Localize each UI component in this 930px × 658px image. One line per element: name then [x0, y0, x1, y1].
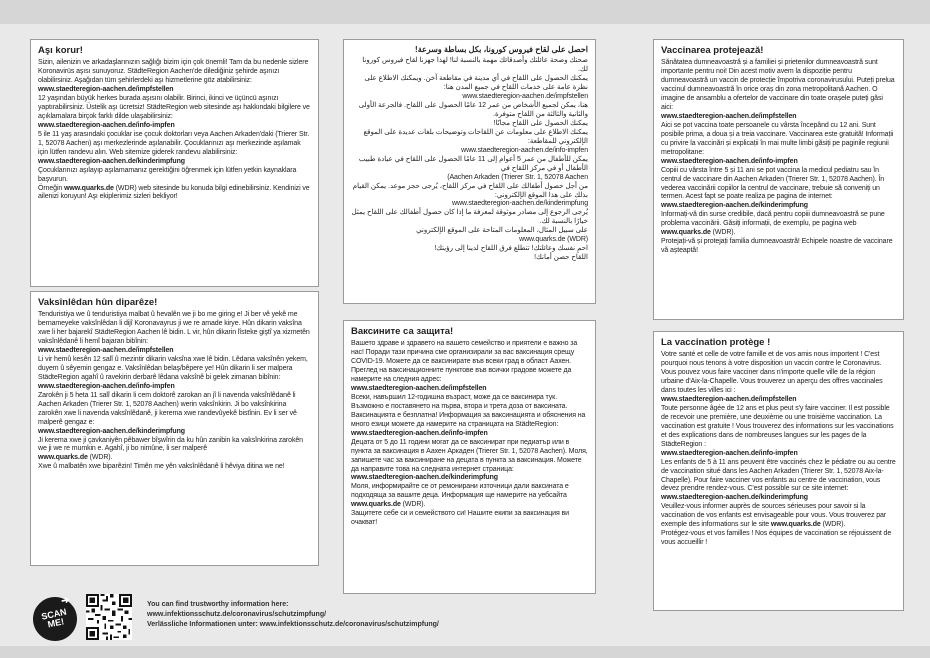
- turkish-url-kinder[interactable]: www.staedteregion-aachen.de/kinderimpfung: [38, 157, 185, 165]
- romanian-intro: Sănătatea dumneavoastră și a familiei și prietenilor dumneavoastră sunt importante pentru noi! Din acest motiv avem la dispoziție pentru dumneavoastră un vaccin de protecție împotriva coronavirusului. Puteți prelua vaccinul dumneavoastră în orice oraș din zona metropolitană Aachen. O imagine de ansamblu a ofertelor de vaccinare din toate orașele puteți găsi aici:: [661, 59, 895, 111]
- french-text-3: Les enfants de 5 à 11 ans peuvent être vaccinés chez le pédiatre ou au centre de vaccination situé dans les Aachen Arkaden (Trierer Str. 1, 52078 Aix-la-Chapelle). Pour faire vacciner vos enfants au centre de vaccination, vous devez prendre rendez-vous. C'est possible sur ce site internet:: [661, 458, 896, 493]
- kurdish-url-kinder[interactable]: www.staedteregion-aachen.de/kinderimpfung: [38, 427, 185, 435]
- turkish-url-impfstellen[interactable]: www.staedteregion-aachen.de/impfstellen: [38, 86, 174, 94]
- kurdish-text-5: Xwe û malbatên xwe biparêzin! Timên me yên vaksînlêdanê li hêviya ditina we ne!: [38, 463, 285, 471]
- french-url-kinder[interactable]: www.staedteregion-aachen.de/kinderimpfung: [661, 494, 808, 502]
- turkish-text-5-pre: Örneğin: [38, 184, 65, 192]
- french-url-info[interactable]: www.staedteregion-aachen.de/info-impfen: [661, 449, 798, 457]
- french-url-quarks[interactable]: www.quarks.de: [770, 521, 821, 529]
- bulgarian-url-kinder[interactable]: www.staedteregion-aachen.de/kinderimpfung: [351, 474, 498, 482]
- romanian-text-4-body: Informați-vă din surse credibile, dacă pentru copiii dumneavoastră se pune problema vaccinării. Găsiți informații, de exemplu, pe pagina web: [661, 211, 885, 228]
- kurdish-text-3: Zarokên ji 5 heta 11 salî dikarin li cem doktorê zarokan an jî li navenda vaksînlêdanê li Aachen Arkaden (Trierer Str. 1, 52078 Aachen) werin vaksînkirin. Ji bo vaksînkirina zarokên xwe li navenda vaksînlêdanê, ji kerema xwe randevûyekê bistînin. Ev li ser vê malperê gengaz e:: [38, 391, 297, 426]
- romanian-url-impfstellen[interactable]: www.staedteregion-aachen.de/impfstellen: [661, 112, 797, 120]
- romanian-text-3: Copiii cu vârsta între 5 și 11 ani se pot vaccina la medicul pediatru sau în centrul de vaccinare din Aachen Arkaden (Trierer Str. 1, 52078 Aachen). În vederea vaccinării copiilor la centrul de vaccinare, trebuie să conveniți un termen. Acest fapt se poate realiza pe pagina de internet:: [661, 166, 885, 201]
- turkish-url-quarks[interactable]: www.quarks.de: [64, 184, 114, 192]
- romanian-text-2: Aici se pot vaccina toate persoanele cu vârsta începând cu 12 ani. Sunt posibile prima, a doua și a treia vaccinare. Vaccinarea este gratuită! Informații cu privire la vaccinări și explicații în mai multe limbi găsiți pe paginile regiunii metropolitane:: [661, 121, 894, 156]
- bulgarian-url-quarks[interactable]: www.quarks.de: [351, 501, 401, 509]
- arabic-text-11: احمِ نفسك وعائلتك! تتطلع فرق اللقاح لدينا إلى رؤيتك!: [434, 245, 588, 253]
- french-url-impfstellen[interactable]: www.staedteregion-aachen.de/impfstellen: [661, 395, 797, 403]
- kurdish-text-4: [38, 437, 311, 464]
- arabic-url-impfstellen[interactable]: www.staedteregion-aachen.de/impfstellen: [462, 93, 588, 101]
- arabic-text-address: (Aachen Arkaden (Trierer Str. 1, 52078 Aachen: [447, 173, 588, 181]
- french-text-5: Protégez-vous et vos familles ! Nos équipes de vaccination se réjouissent de vous accueillir !: [661, 530, 892, 547]
- bulgarian-url-impfstellen[interactable]: www.staedteregion-aachen.de/impfstellen: [351, 384, 487, 392]
- arabic-text-3: هنا، يمكن لجميع الأشخاص من عمر 12 عامًا الحصول على اللقاح. فالجرعة الأولى والثانية والثالثة من اللقاح متوفرة.: [358, 102, 588, 118]
- kurdish-text-2: Li vir hemû kesên 12 salî û mezintir dikarin vaksîna xwe lê bidin. Lêdana vaksînên yekem, duyem û sêyemin gengaz e. Vaksînlêdan belaş/bêpere ye! Hûn dikarin li ser malpera StädteRegion agahî û ravekirin derbarê lêdana vaksînê bi gelek zimanan bibînin:: [38, 355, 308, 381]
- kurdish-intro: Tenduristiya we û tenduristiya malbat û hevalên we ji bo me giring e! Ji ber vê yekê me bernameyeke vaksînlêdan li dijî Koronavayrus ji we re amade kirye. Hûn dikarin vaksîna xwe li her bajarekî StädteRegion Aachen lê bidin. L vir, hûn dikarin lîsteke giştî ya xizmetên vaksînlêdanê li hemî bajaran bibînin:: [38, 311, 310, 346]
- french-intro: Votre santé et celle de votre famille et de vos amis nous importent ! C'est pourquoi nous tenons à votre disposition un vaccin contre le Coronavirus. Vous pouvez vous faire vacciner dans n'importe quelle ville de la région urbaine d'Aix-la-Chapelle. Vous trouverez un aperçu des offres vaccinales dans toutes les villes ici :: [661, 351, 883, 394]
- arabic-text-12: اللقاح حصن أمانك!: [534, 254, 588, 262]
- turkish-info-box: [30, 39, 319, 287]
- romanian-url-info[interactable]: www.staedteregion-aachen.de/info-impfen: [661, 157, 798, 165]
- bulgarian-url-info[interactable]: www.staedteregion-aachen.de/info-impfen: [351, 429, 488, 437]
- footer-link-1[interactable]: www.infektionsschutz.de/coronavirus/schutzimpfung/: [147, 610, 327, 618]
- kurdish-url-info[interactable]: www.staedteregion-aachen.de/info-impfen: [38, 382, 175, 390]
- turkish-text-3: 5 ile 11 yaş arasındaki çocuklar ise çocuk doktorları veya Aachen Arkaden'daki (Trierer Str. 1, 52078 Aachen) aşı merkezlerinde aşılanabilir. Çocuklarınızı aşı merkezinde aşılamak için lütfen randevu alın. Web sitemize giderek randevu alabilirsiniz:: [38, 130, 310, 156]
- french-text-2: Toute personne âgée de 12 ans et plus peut s'y faire vacciner. Il est possible de recevoir une première, une deuxième ou une troisième vaccination. La vaccination est gratuite ! Vous trouverez des informations sur les vaccinations et des explications dans de nombreuses langues sur les pages de la StädteRegion :: [661, 404, 894, 448]
- kurdish-text-4-body: Ji kerema xwe ji çavkaniyên pêbawer bîşwîrin da ku hûn zanibin ka vaksînkirina zarokên we ji we re mumkin e. Agahî, ji bo nimûne, li ser malperê: [38, 436, 303, 453]
- turkish-text-4: Çocuklarınızı aşılayıp aşılamamanız gerektiğini öğrenmek için lütfen yetkin kaynaklara başvurun.: [38, 166, 297, 183]
- bottom-band: [0, 646, 930, 658]
- qr-code[interactable]: [86, 594, 132, 640]
- romanian-url-quarks[interactable]: www.quarks.de: [661, 229, 711, 237]
- bulgarian-text-2: Всеки, навършил 12-годишна възраст, може да се ваксинира тук. Възможно е поставянето на първа, втора и трета доза от ваксината. Ваксинацията е безплатна! Информация за ваксинацията и обяснения на много езици можете да намерите на страницата на StädteRegion:: [351, 393, 586, 428]
- turkish-text-2: 12 yaşından büyük herkes burada aşısını olabilir. Birinci, ikinci ve üçüncü aşınızı yaptırabilirsiniz. Üstelik aşı ücretsiz! StädteRegion web sitesinde aşı hakkındaki bilgilere ve açıklamalara birçok farklı dilde ulaşabilirsiniz:: [38, 94, 310, 120]
- arabic-text-5: يمكنك الاطلاع على معلومات عن اللقاحات وتوضيحات بلغات عديدة على الموقع الإلكتروني للمقاطعة:: [363, 128, 588, 145]
- french-info-box: [653, 331, 904, 611]
- romanian-text-4: [661, 211, 896, 238]
- arabic-text-4: يمكنك الحصول على اللقاح مجانًا!: [493, 119, 588, 127]
- footer-line-2[interactable]: Verlässliche Informationen unter: www.infektionsschutz.de/coronavirus/schutzimpfung/: [147, 620, 439, 628]
- top-band: [0, 0, 930, 24]
- arabic-text-8: من أجل حصول أطفالك على اللقاح في مركز اللقاح، يُرجى حجز موعد. يمكن القيام بذلك على هذا الموقع الإلكتروني:: [352, 182, 588, 199]
- footer-line-1: You can find trustworthy information here:: [147, 601, 289, 608]
- turkish-url-info[interactable]: www.staedteregion-aachen.de/info-impfen: [38, 121, 175, 129]
- romanian-title: Vaccinarea protejează!: [661, 45, 764, 56]
- turkish-title: Aşı korur!: [38, 45, 83, 56]
- kurdish-url-impfstellen[interactable]: www.staedteregion-aachen.de/impfstellen: [38, 346, 174, 354]
- kurdish-text-4-post: (WDR).: [87, 454, 113, 462]
- arabic-info-box: [343, 39, 596, 304]
- arabic-url-kinder[interactable]: www.staedteregion-aachen.de/kinderimpfung: [452, 200, 588, 208]
- arabic-url-info[interactable]: www.staedteregion-aachen.de/info-impfen: [461, 146, 588, 154]
- bulgarian-text-4: [351, 483, 588, 510]
- turkish-text-5: [38, 185, 311, 203]
- romanian-info-box: [653, 39, 904, 320]
- bulgarian-intro: Вашето здраве и здравето на вашето семейство и приятели е важно за нас! Поради тази причина сме организирали за вас ваксинация срещу COVID-19. Можете да се ваксинирате във всеки град в област Аахен. Преглед на ваксинационните пунктове във всички градове можете да намерите на следния адрес:: [351, 340, 578, 383]
- romanian-url-kinder[interactable]: www.staedteregion-aachen.de/kinderimpfung: [661, 202, 808, 210]
- bulgarian-title: Ваксините са защита!: [351, 326, 454, 337]
- arabic-url-quarks[interactable]: www.quarks.de (WDR): [519, 236, 588, 244]
- curved-arrow-icon: ➜: [60, 594, 71, 608]
- romanian-text-5: Protejați-vă și protejați familia dumneavoastră! Echipele noastre de vaccinare vă așteaptă!: [661, 238, 893, 255]
- bulgarian-text-3: Децата от 5 до 11 години могат да се ваксинират при педиатър или в пункта за ваксинация в Аахен Аркаден (Trierer Str. 1, 52078 Aachen). Моля, запишете час за ваксиниране на децата в пункта за ваксинация. Можете да направите това на следната интернет страница:: [351, 438, 588, 473]
- arabic-text-6: يمكن للأطفال من عمر 5 أعوام إلى 11 عامًا الحصول على اللقاح في عيادة طبيب الأطفال أو في مركز اللقاح في: [358, 155, 588, 172]
- arabic-title: احصل على لقاح فيروس كورونا، بكل بساطة وسرعة!: [415, 45, 588, 54]
- bulgarian-text-5: Защитете себе си и семейството си! Нашите екипи за ваксинация ви очакват!: [351, 510, 569, 527]
- bulgarian-info-box: [343, 320, 596, 594]
- scan-me-badge: [29, 593, 81, 645]
- french-title: La vaccination protège !: [661, 337, 771, 348]
- arabic-text-10: على سبيل المثال، المعلومات المتاحة على الموقع الإلكتروني: [416, 227, 588, 235]
- turkish-intro: Sizin, ailenizin ve arkadaşlarınızın sağlığı bizim için çok önemli! Tam da bu nedenle sizlere Koronavirüs aşısı sunuyoruz. StädteRegion Aachen'de dilediğiniz şehirde aşınızı olabilirsiniz. Aşağıdan tüm şehirlerdeki aşı hizmetlerine göz atabilirsiniz:: [38, 59, 309, 85]
- bulgarian-text-4-body: Моля, информирайте се от ремонирани източници дали ваксината е подходяща за вашите деца. Информация ще намерите на уебсайта: [351, 483, 569, 500]
- bulgarian-text-4-post: (WDR).: [400, 501, 426, 509]
- turkish-text-5-post: (WDR) web sitesinde bu konuda bilgi edinebilirsiniz. Kendinizi ve ailenizi koruyun! Aşı ekiplerimiz sizleri bekliyor!: [38, 184, 310, 201]
- kurdish-info-box: [30, 291, 319, 566]
- romanian-text-4-post: (WDR).: [710, 229, 736, 237]
- kurdish-title: Vaksînlêdan hûn diparêze!: [38, 297, 158, 308]
- french-text-4-body: Veuillez-vous informer auprès de sources sérieuses pour savoir si la vaccination de vos enfants est envisageable pour vous. Vous trouverez par exemple des informations sur le site: [661, 503, 887, 529]
- arabic-text-2: يمكنك الحصول على اللقاح في أي مدينة في مقاطعة آخن. ويمكنك الاطلاع على نظرة عامة على خدمات اللقاح في جميع المدن هنا:: [364, 75, 588, 92]
- scan-me-label: SCAN ME!: [40, 606, 68, 630]
- french-text-4: [661, 503, 896, 530]
- arabic-text-1: صحتك وصحة عائلتك وأصدقائك مهمة بالنسبة لنا! لهذا جهزنا لقاح فيروس كورونا لك.: [362, 57, 588, 74]
- footer-info: [147, 600, 627, 629]
- french-text-4-post: (WDR).: [820, 521, 846, 529]
- arabic-text-9: يُرجى الرجوع إلى مصادر موثوقة لمعرفة ما إذا كان حصول أطفالك على اللقاح يمثل خيارًا بالنسبة لك.: [351, 209, 588, 226]
- kurdish-url-quarks[interactable]: www.quarks.de: [38, 454, 88, 462]
